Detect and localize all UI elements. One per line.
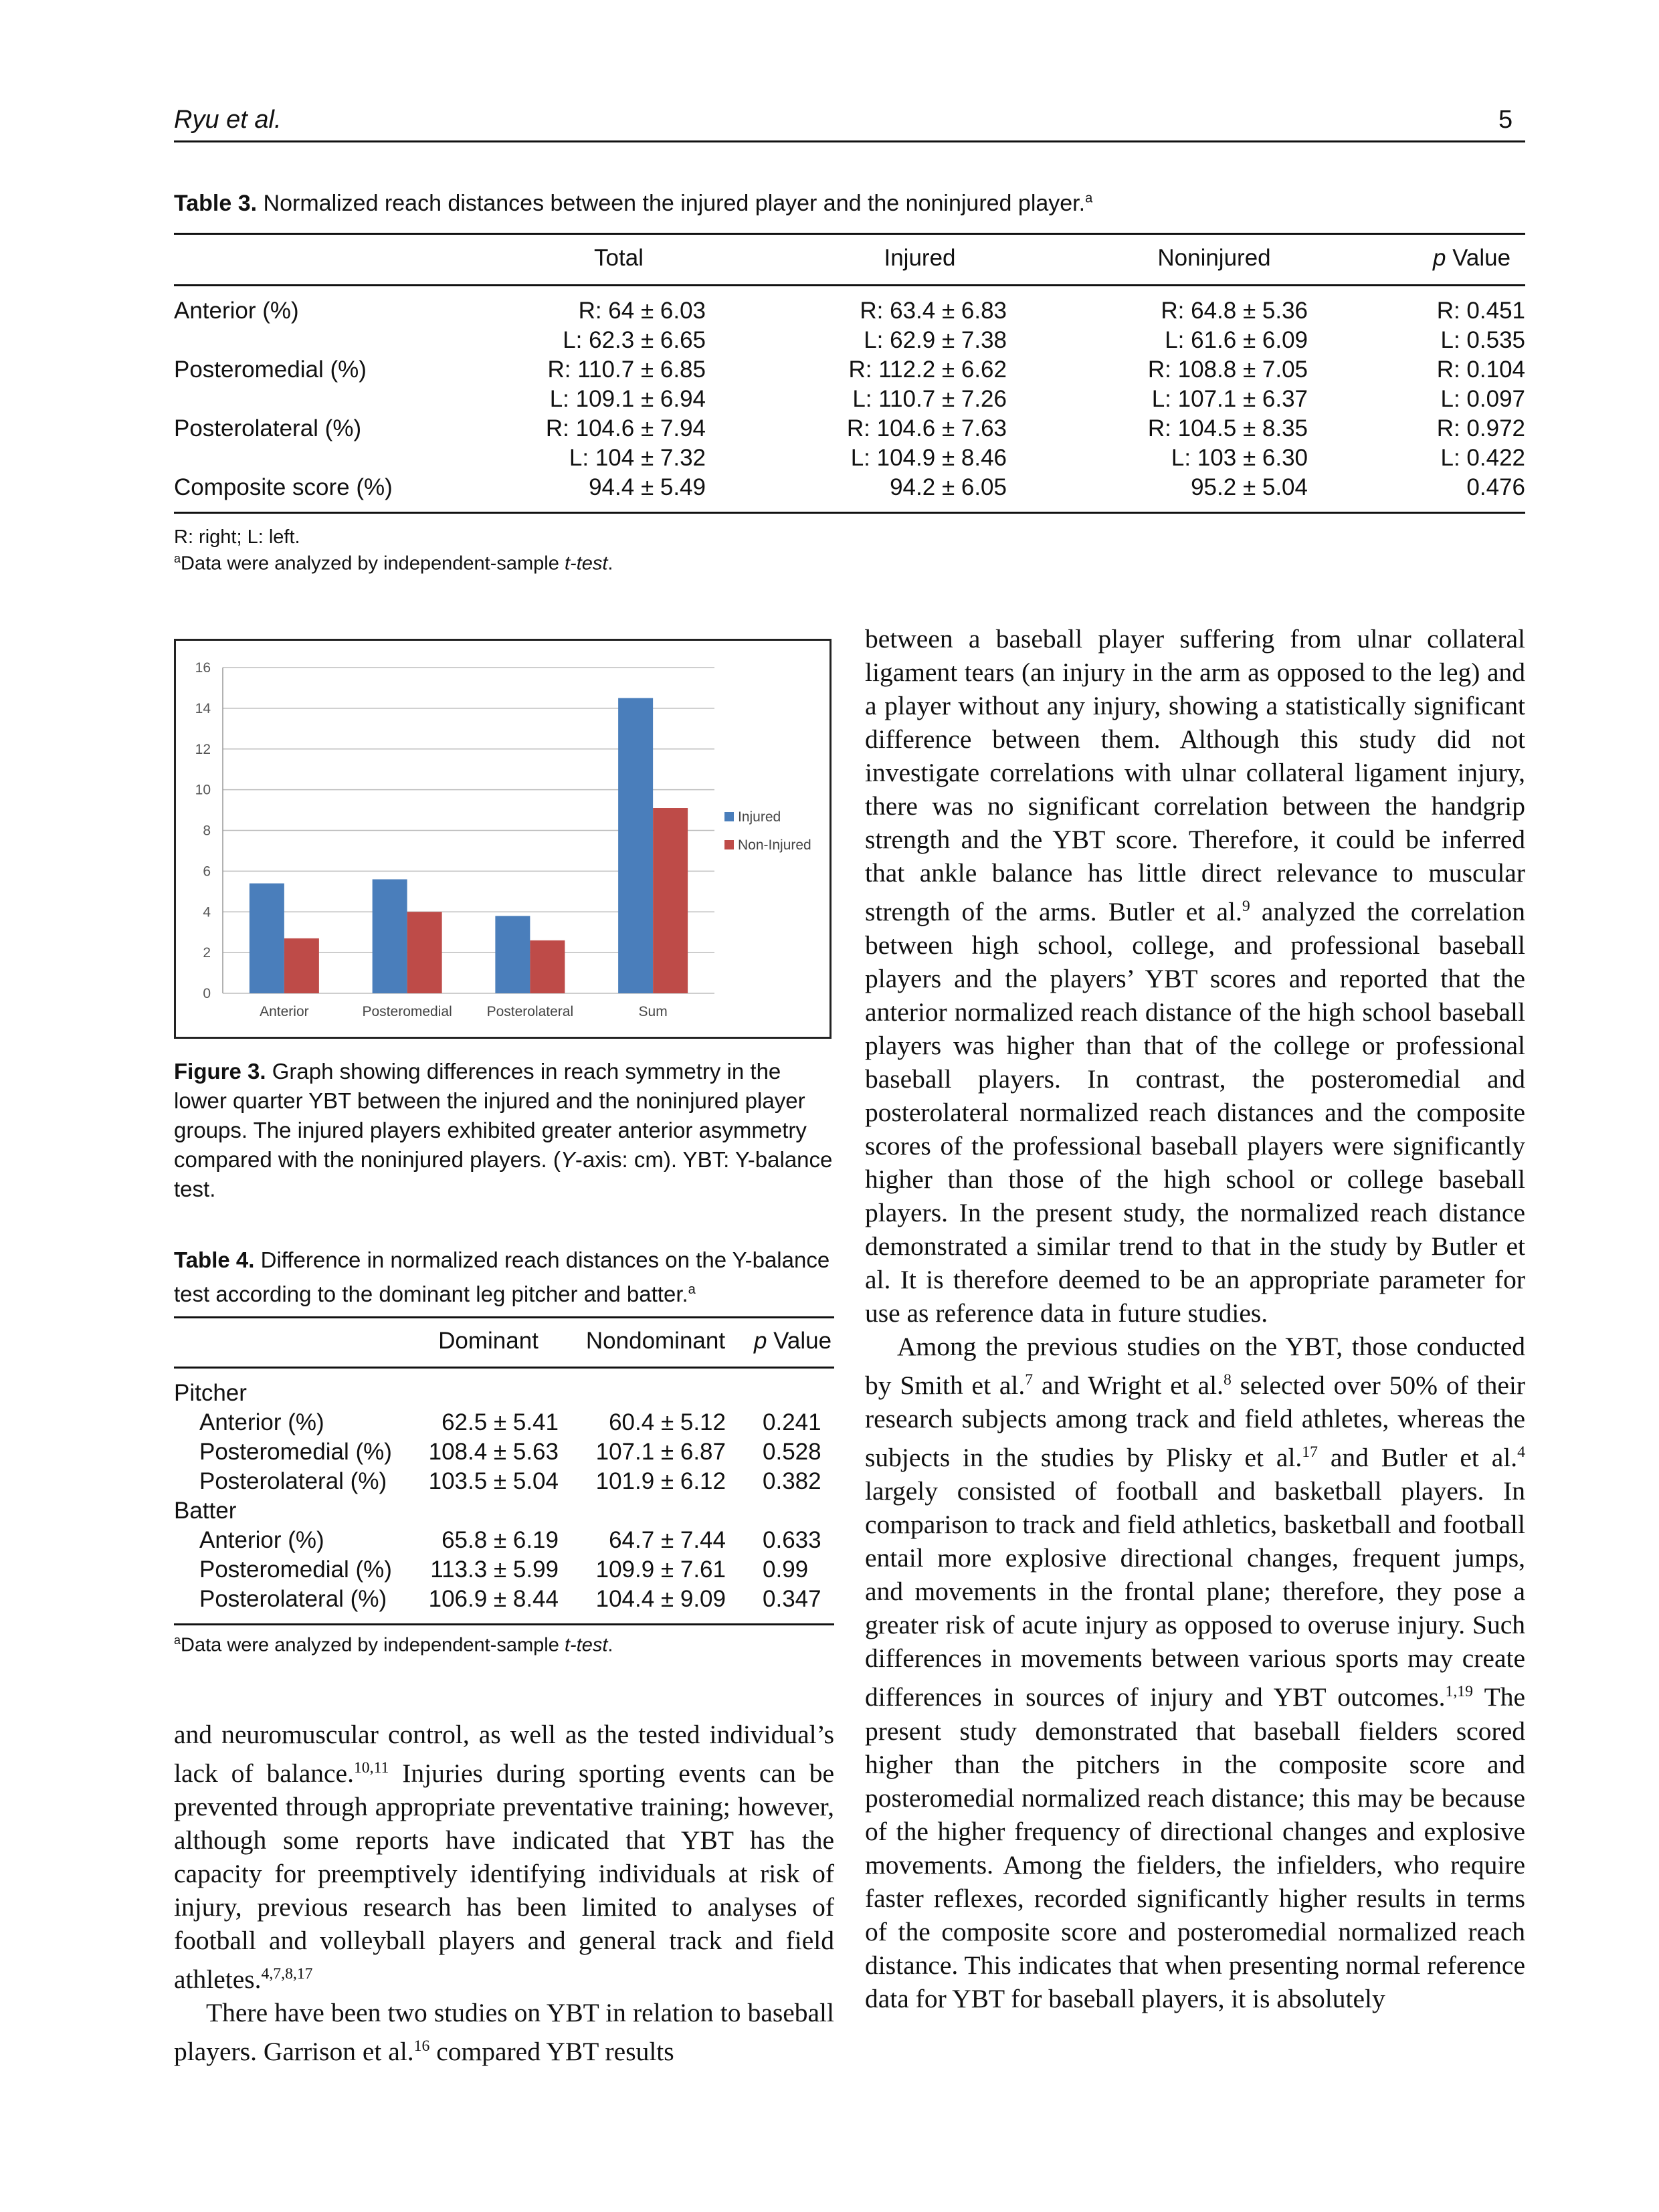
chart-legend-label: Injured <box>738 809 781 825</box>
chart-ytick-label: 4 <box>203 904 211 920</box>
table3-cell: R: 0.104 <box>1436 357 1525 383</box>
table4-row-label: Posteromedial (%) <box>199 1556 392 1583</box>
body-paragraph: There have been two studies on YBT in relation to baseball players. Garrison et al.$^{16}$ compared YBT results <box>174 1998 834 2067</box>
table4-col-header: Nondominant <box>585 1328 726 1354</box>
table4-group-label: Batter <box>174 1498 237 1524</box>
table4-top-rule <box>174 1316 834 1318</box>
chart-ytick-label: 6 <box>203 864 211 880</box>
chart-ytick-label: 12 <box>195 741 211 757</box>
table4-cell: 64.7 ± 7.44 <box>609 1527 726 1553</box>
table4-cell: 0.633 <box>763 1527 821 1553</box>
running-head: Ryu et al. <box>174 106 282 134</box>
table3-col-header: Noninjured <box>1157 245 1271 271</box>
table3-row-label: Posterolateral (%) <box>174 415 362 441</box>
chart-bar <box>250 884 284 993</box>
table4-cell: 101.9 ± 6.12 <box>595 1468 726 1494</box>
table3-cell: L: 62.3 ± 6.65 <box>563 327 706 353</box>
table3-cell: L: 0.097 <box>1440 386 1525 412</box>
figure3-caption <box>174 1057 834 1204</box>
table3-cell: L: 103 ± 6.30 <box>1171 445 1308 471</box>
header-rule <box>174 140 1525 142</box>
table3-cell: L: 0.535 <box>1440 327 1525 353</box>
table3-cell: L: 0.422 <box>1440 445 1525 471</box>
chart-bar <box>284 938 319 993</box>
chart-legend-swatch <box>724 812 734 821</box>
table3-cell: R: 112.2 ± 6.62 <box>848 357 1007 383</box>
chart-legend-swatch <box>724 840 734 849</box>
table4-row-label: Posterolateral (%) <box>199 1468 387 1494</box>
table4-row-label: Posteromedial (%) <box>199 1439 392 1465</box>
table3-header-rule <box>174 284 1525 286</box>
chart-category-label: Sum <box>638 1004 668 1019</box>
table3-cell: R: 104.6 ± 7.94 <box>545 415 706 441</box>
chart-ytick-label: 2 <box>203 945 211 961</box>
body-paragraph: Among the previous studies on the YBT, those conducted by Smith et al.$^7$ and Wright et al.$^8$ selected over 50% of their research subjects among track and field athletes, whereas the subjects in the studies by Plisky et al.$^{17}$ and Butler et al.$^4$ largely consisted of football and basketball players. In comparison to track and field athletics, basketball and football entail more explosive directional changes, frequent jumps, and movements in the frontal plane; therefore, they pose a greater risk of acute injury as opposed to overuse injury. Such differences in movements between various sports may create differences in sources of injury and YBT outcomes.$^{1,19}$ The present study demonstrated that baseball fielders scored higher than the pitchers in the composite score and posteromedial normalized reach distance; this may be because of the higher frequency of directional changes and explosive movements. Among the fielders, the infielders, who require faster reflexes, recorded significantly higher results in terms of the composite score and posteromedial normalized reach distance. This indicates that when presenting normal reference data for YBT for baseball players, it is absolutely <box>865 1332 1526 2013</box>
body-paragraph: between a baseball player suffering from ulnar collateral ligament tears (an injury in the arm as opposed to the leg) and a player without any injury, showing a statistically significant difference between them. Although this study did not investigate correlations with ulnar collateral ligament injury, there was no significant correlation between the handgrip strength and the YBT score. Therefore, it could be inferred that ankle balance has little direct relevance to muscular strength of the arms. Butler et al.$^9$ analyzed the correlation between high school, college, and professional baseball players and the players’ YBT scores and reported that the anterior normalized reach distance of the high school baseball players was higher than that of the college or professional baseball players. In contrast, the posteromedial and posterolateral normalized reach distances and the composite scores of the professional baseball players were significantly higher than those of the high school or college baseball players. In the present study, the normalized reach distance demonstrated a similar trend to that in the study by Butler et al. It is therefore deemed to be an appropriate parameter for use as reference data in future studies. <box>865 624 1525 1328</box>
table4-col-header: Dominant <box>438 1328 539 1354</box>
chart-bar <box>618 698 653 993</box>
figure3-chart <box>176 641 830 1037</box>
table3-caption-sup: a <box>1085 191 1093 206</box>
table4-cell: 0.382 <box>763 1468 821 1494</box>
table3-cell: 0.476 <box>1466 474 1525 500</box>
table4-col-header: p Value <box>753 1328 832 1354</box>
chart-bar <box>373 880 407 993</box>
page-number: 5 <box>1498 106 1513 134</box>
table4-cell: 108.4 ± 5.63 <box>428 1439 559 1465</box>
chart-bar <box>407 912 442 993</box>
right-column-text <box>865 622 1525 2015</box>
table3-bottom-rule <box>174 512 1525 514</box>
table3-col-header: Total <box>594 245 644 271</box>
table4-caption <box>174 1245 834 1309</box>
chart-ytick-label: 10 <box>195 782 211 798</box>
chart-bar <box>653 808 688 993</box>
chart-ytick-label: 16 <box>195 660 211 676</box>
left-column-text <box>174 1718 834 2068</box>
table4-cell: 104.4 ± 9.09 <box>595 1586 726 1612</box>
table4-cell: 60.4 ± 5.12 <box>609 1409 726 1435</box>
chart-category-label: Anterior <box>260 1004 309 1019</box>
table4-bottom-rule <box>174 1623 834 1625</box>
table3-cell: L: 62.9 ± 7.38 <box>864 327 1007 353</box>
table3-cell: R: 64 ± 6.03 <box>578 298 706 324</box>
chart-bar <box>495 916 530 993</box>
table3-col-header: p Value <box>1432 245 1511 271</box>
table4-cell: 109.9 ± 7.61 <box>595 1556 726 1583</box>
table3-row-label: Anterior (%) <box>174 298 299 324</box>
table3-footnote-text: Data were analyzed by independent-sample t-test. <box>181 552 613 575</box>
table4-caption-text: Difference in normalized reach distances on the Y-balance test according to the dominant leg pitcher and batter. <box>174 1247 830 1306</box>
table3-label: Table 3. <box>174 191 258 216</box>
table3-cell: 94.4 ± 5.49 <box>589 474 706 500</box>
table4-header-rule <box>174 1367 834 1369</box>
table3-cell: R: 104.6 ± 7.63 <box>846 415 1007 441</box>
table3-row-label: Composite score (%) <box>174 474 393 500</box>
table3-caption <box>174 191 1525 217</box>
chart-ytick-label: 14 <box>195 700 211 716</box>
table4-caption-sup: a <box>688 1282 696 1297</box>
table3-cell: L: 110.7 ± 7.26 <box>852 386 1007 412</box>
table4-row-label: Posterolateral (%) <box>199 1586 387 1612</box>
table4-cell: 62.5 ± 5.41 <box>442 1409 559 1435</box>
chart-ytick-label: 8 <box>203 823 211 839</box>
table3-cell: R: 104.5 ± 8.35 <box>1147 415 1308 441</box>
table3-note: R: right; L: left. <box>174 526 300 548</box>
table3-cell: L: 61.6 ± 6.09 <box>1165 327 1308 353</box>
table3-cell: L: 107.1 ± 6.37 <box>1151 386 1308 412</box>
table3-cell: 95.2 ± 5.04 <box>1191 474 1308 500</box>
table4-footnote: $^a$Data were analyzed by independent-sample t-test. <box>174 1633 613 1656</box>
table4-cell: 0.347 <box>763 1586 821 1612</box>
chart-bar <box>530 940 565 993</box>
body-paragraph: and neuromuscular control, as well as the tested individual’s lack of balance.$^{10,11}$ Injuries during sporting events can be prevented through appropriate preventative training; however, although some reports have indicated that YBT has the capacity for preemptively identifying individuals at risk of injury, previous research has been limited to analyses of football and volleyball players and general track and field athletes.$^{4,7,8,17}$ <box>174 1720 834 1995</box>
figure3-caption-text: Graph showing differences in reach symmetry in the lower quarter YBT between the injured and the noninjured player groups. The injured players exhibited greater anterior asymmetry compared with the noninjured players. (Y-axis: cm). YBT: Y-balance test. <box>174 1059 833 1201</box>
chart-legend-label: Non-Injured <box>738 837 811 853</box>
chart-category-label: Posteromedial <box>362 1004 452 1019</box>
table3-cell: R: 64.8 ± 5.36 <box>1161 298 1308 324</box>
table3-col-header: Injured <box>884 245 956 271</box>
table4-cell: 107.1 ± 6.87 <box>595 1439 726 1465</box>
table3-cell: R: 63.4 ± 6.83 <box>860 298 1007 324</box>
chart-category-label: Posterolateral <box>486 1004 574 1019</box>
table3-footnote: $^a$Data were analyzed by independent-sample t-test. <box>174 552 613 575</box>
chart-ytick-label: 0 <box>203 986 211 1001</box>
table4-group-label: Pitcher <box>174 1380 247 1406</box>
table4-cell: 103.5 ± 5.04 <box>428 1468 559 1494</box>
table4-cell: 0.99 <box>763 1556 809 1583</box>
table4-label: Table 4. <box>174 1247 255 1272</box>
table3-caption-text: Normalized reach distances between the injured player and the noninjured player. <box>263 191 1086 216</box>
table3-cell: L: 104 ± 7.32 <box>569 445 706 471</box>
table3-cell: L: 104.9 ± 8.46 <box>850 445 1007 471</box>
table4-cell: 65.8 ± 6.19 <box>442 1527 559 1553</box>
table3-cell: L: 109.1 ± 6.94 <box>549 386 706 412</box>
table3-cell: R: 0.451 <box>1436 298 1525 324</box>
table3-cell: R: 0.972 <box>1436 415 1525 441</box>
table4-row-label: Anterior (%) <box>199 1409 324 1435</box>
table3-cell: R: 110.7 ± 6.85 <box>547 357 706 383</box>
table4-cell: 106.9 ± 8.44 <box>428 1586 559 1612</box>
table3-top-rule <box>174 233 1525 235</box>
table3-row-label: Posteromedial (%) <box>174 357 367 383</box>
table4-footnote-text: Data were analyzed by independent-sample t-test. <box>181 1634 613 1656</box>
figure3-label: Figure 3. <box>174 1059 266 1084</box>
table4-cell: 0.528 <box>763 1439 821 1465</box>
table4-cell: 113.3 ± 5.99 <box>430 1556 559 1583</box>
table3-cell: R: 108.8 ± 7.05 <box>1147 357 1308 383</box>
table3-cell: 94.2 ± 6.05 <box>890 474 1007 500</box>
table4-cell: 0.241 <box>763 1409 821 1435</box>
figure3-frame <box>174 639 832 1039</box>
table4-row-label: Anterior (%) <box>199 1527 324 1553</box>
